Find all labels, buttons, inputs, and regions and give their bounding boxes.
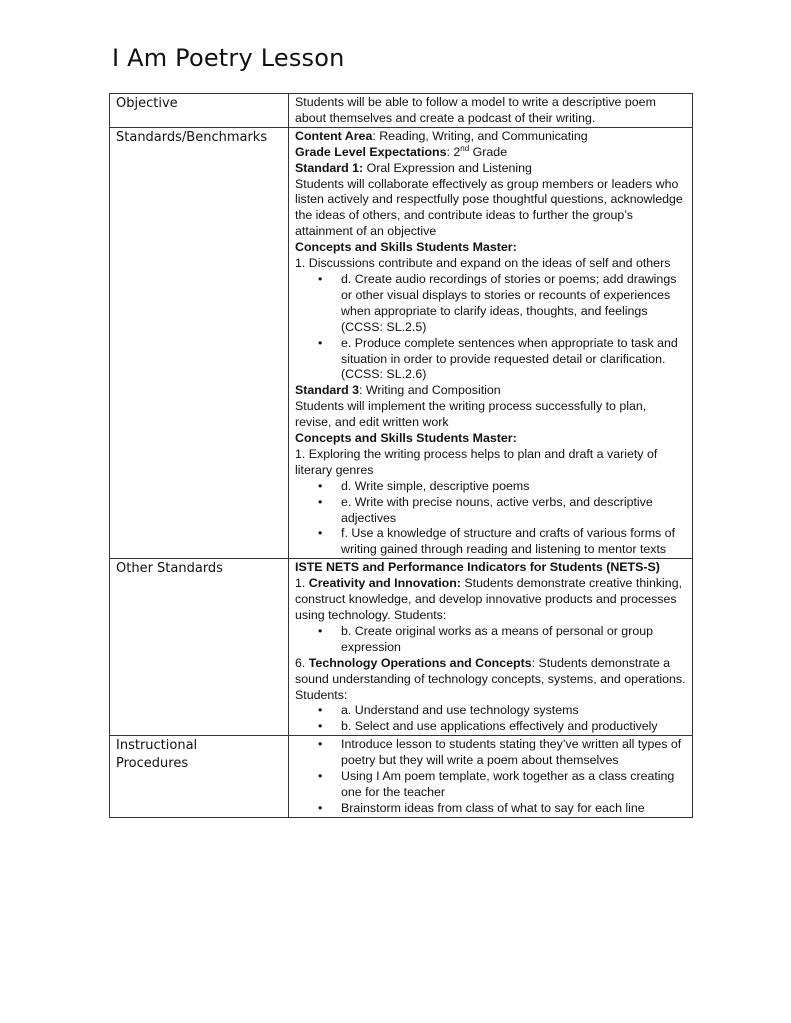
procedures-label-line-1: Instructional (116, 738, 198, 754)
list-item: • Introduce lesson to students stating they’ve written all types of poetry but they will write a poem about themselves (341, 737, 686, 769)
iste-item-6-text: : Students demonstrate a sound understanding of technology concepts, systems, and operations. Students: (295, 655, 686, 702)
procedures-content (289, 736, 693, 818)
standard-3-value: : Writing and Composition (359, 383, 501, 398)
iste-item-1-bullets (295, 624, 686, 656)
standard-3-label: Standard 3 (295, 383, 360, 398)
row-label-other-standards: Other Standards (110, 559, 289, 736)
list-item: • e. Write with precise nouns, active verbs, and descriptive adjectives (341, 495, 686, 527)
standard-3-line (295, 383, 686, 399)
iste-item-1 (295, 576, 686, 624)
list-item: • a. Understand and use technology systems (341, 703, 686, 719)
concepts-item-1: 1. Discussions contribute and expand on the ideas of self and others (295, 256, 671, 271)
standards-content (289, 127, 693, 558)
content-area-value: : Reading, Writing, and Communicating (372, 128, 588, 143)
row-label-objective: Objective (110, 94, 289, 128)
list-item: • Using I Am poem template, work together as a class creating one for the teacher (341, 769, 686, 801)
grade-level-value: : 2 (446, 144, 461, 159)
other-standards-row (110, 559, 693, 736)
list-item: • b. Select and use applications effectively and productively (341, 719, 686, 735)
iste-item-1-text: Students demonstrate creative thinking, construct knowledge, and develop innovative products and processes using technology. Students: (295, 576, 683, 622)
page-title: I Am Poetry Lesson (112, 44, 345, 72)
objective-row (110, 94, 693, 128)
concepts-item-3: 1. Exploring the writing process helps to plan and draft a variety of literary genres (295, 446, 658, 477)
iste-heading: ISTE NETS and Performance Indicators for Students (NETS-S) (295, 560, 660, 575)
list-item: • d. Create audio recordings of stories or poems; add drawings or other visual displays to stories or recounts of experiences when appropriate to clarify ideas, thoughts, and feelings (CCSS: SL.2.5) (341, 272, 686, 336)
row-label-procedures (110, 736, 289, 818)
concepts-heading-3: Concepts and Skills Students Master: (295, 431, 517, 446)
content-area-label: Content Area (295, 128, 373, 143)
standard-3-bullets (295, 479, 686, 559)
row-label-standards: Standards/Benchmarks (110, 127, 289, 558)
grade-level-suffix: nd (460, 143, 470, 153)
standard-1-value: Oral Expression and Listening (363, 160, 532, 175)
other-standards-content (289, 559, 693, 736)
item-number: 1. (295, 576, 309, 591)
standards-row (110, 127, 693, 558)
standard-3-description: Students will implement the writing process successfully to plan, revise, and edit written work (295, 399, 647, 430)
iste-item-6 (295, 656, 686, 704)
procedures-row (110, 736, 693, 818)
standard-1-line (295, 161, 686, 177)
content-area-line (295, 129, 686, 145)
iste-item-1-label: Creativity and Innovation: (308, 576, 461, 591)
standard-1-label: Standard 1: (295, 160, 364, 175)
iste-item-6-bullets (295, 703, 686, 735)
procedures-label-line-2: Procedures (116, 756, 189, 772)
list-item: • e. Produce complete sentences when appropriate to task and situation in order to provide requested detail or clarification. (CCSS: SL.2.6) (341, 336, 686, 384)
objective-text: Students will be able to follow a model to write a descriptive poem about themselves and create a podcast of their writing. (289, 94, 693, 128)
standard-1-description: Students will collaborate effectively as group members or leaders who listen actively and respectfully pose thoughtful questions, acknowledge the ideas of others, and contribute ideas to further the group’s attainment of an objective (295, 176, 683, 239)
list-item: • Brainstorm ideas from class of what to say for each line (341, 801, 686, 817)
procedures-bullets (295, 737, 686, 817)
iste-item-6-label: Technology Operations and Concepts (308, 655, 532, 670)
list-item: • d. Write simple, descriptive poems (341, 479, 686, 495)
grade-level-line (295, 145, 686, 161)
grade-level-label: Grade Level Expectations (295, 144, 447, 159)
standard-1-bullets (295, 272, 686, 383)
lesson-plan-table (109, 93, 693, 818)
list-item: • f. Use a knowledge of structure and crafts of various forms of writing gained through reading and listening to mentor texts (341, 526, 686, 558)
list-item: • b. Create original works as a means of personal or group expression (341, 624, 686, 656)
concepts-heading-1: Concepts and Skills Students Master: (295, 240, 517, 255)
grade-level-word: Grade (469, 144, 508, 159)
item-number: 6. (295, 655, 309, 670)
